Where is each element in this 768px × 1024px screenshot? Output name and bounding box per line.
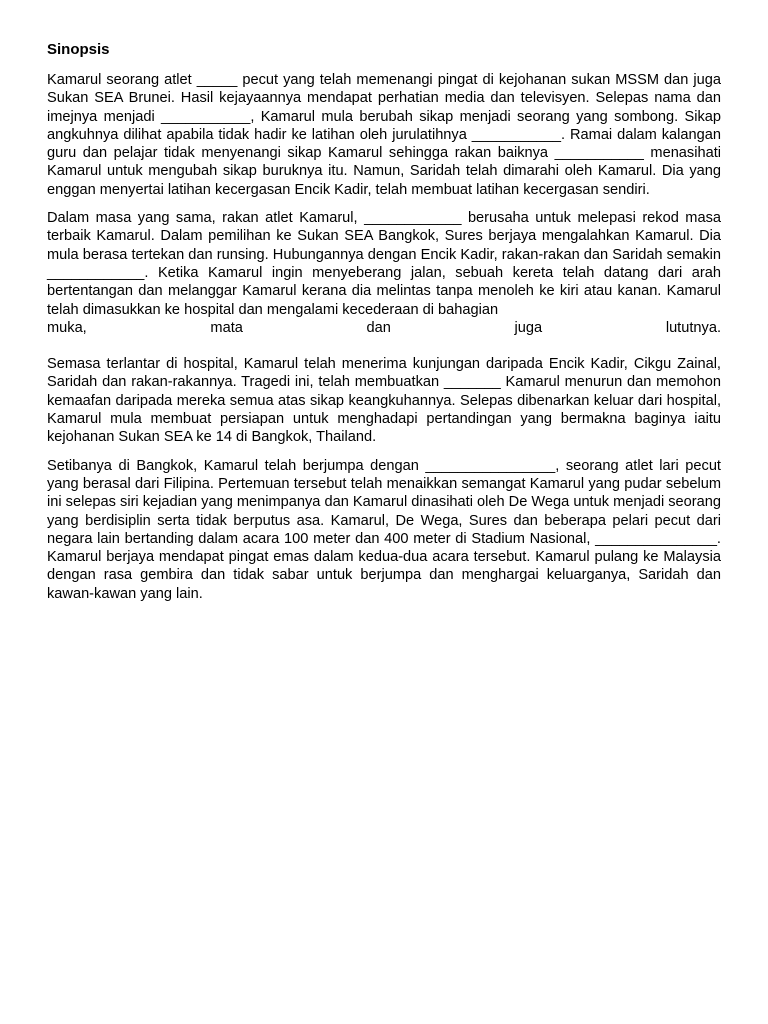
paragraph-2-last-line: muka, mata dan juga lututnya. xyxy=(47,319,721,336)
paragraph-3: Semasa terlantar di hospital, Kamarul telah menerima kunjungan daripada Encik Kadir, Cikgu Zainal, Saridah dan rakan-rakannya. Tragedi ini, telah membuatkan _______ Kamarul menurun dan memohon kemaafan daripada mereka semua atas sikap keangkuhannya. Selepas dibenarkan keluar dari hospital, Kamarul mula membuat persiapan untuk menghadapi pertandingan yang bermakna baginya iaitu kejohanan Sukan SEA ke 14 di Bangkok, Thailand. xyxy=(47,356,721,446)
document-page xyxy=(47,41,721,603)
paragraph-1: Kamarul seorang atlet _____ pecut yang telah memenangi pingat di kejohanan sukan MSSM dan juga Sukan SEA Brunei. Hasil kejayaannya mendapat perhatian media dan televisyen. Selepas nama dan imejnya menjadi ___________, Kamarul mula berubah sikap menjadi seorang yang sombong. Sikap angkuhnya dilihat apabila tidak hadir ke latihan oleh jurulatihnya ___________. Ramai dalam kalangan guru dan pelajar tidak menyenangi sikap Kamarul sehingga rakan baiknya ___________ menasihati Kamarul untuk mengubah sikap buruknya itu. Namun, Saridah telah dimarahi oleh Kamarul. Dia yang enggan menyertai latihan kecergasan Encik Kadir, telah membuat latihan kecergasan sendiri. xyxy=(47,72,721,198)
paragraph-4: Setibanya di Bangkok, Kamarul telah berjumpa dengan ________________, seorang atlet lari pecut yang berasal dari Filipina. Pertemuan tersebut telah menaikkan semangat Kamarul yang pudar sebelum ini selepas siri kejadian yang menimpanya dan Kamarul dinasihati oleh De Wega untuk menjadi seorang yang berdisiplin serta tidak berputus asa. Kamarul, De Wega, Sures dan beberapa pelari pecut dari negara lain bertanding dalam acara 100 meter dan 400 meter di Stadium Nasional, _______________. Kamarul berjaya mendapat pingat emas dalam kedua-dua acara tersebut. Kamarul pulang ke Malaysia dengan rasa gembira dan tidak sabar untuk berjumpa dan menghargai keluarganya, Saridah dan kawan-kawan yang lain. xyxy=(47,457,721,602)
document-title: Sinopsis xyxy=(47,41,110,58)
paragraph-2: Dalam masa yang sama, rakan atlet Kamarul, ____________ berusaha untuk melepasi rekod masa terbaik Kamarul. Dalam pemilihan ke Sukan SEA Bangkok, Sures berjaya mengalahkan Kamarul. Dia mula berasa tertekan dan runsing. Hubungannya dengan Encik Kadir, rakan-rakan dan Saridah semakin ____________. Ketika Kamarul ingin menyeberang jalan, sebuah kereta telah datang dari arah bertentangan dan melanggar Kamarul kerana dia melintas tanpa menoleh ke kiri atau kanan. Kamarul telah dimasukkan ke hospital dan mengalami kecederaan di bahagian xyxy=(47,210,721,318)
